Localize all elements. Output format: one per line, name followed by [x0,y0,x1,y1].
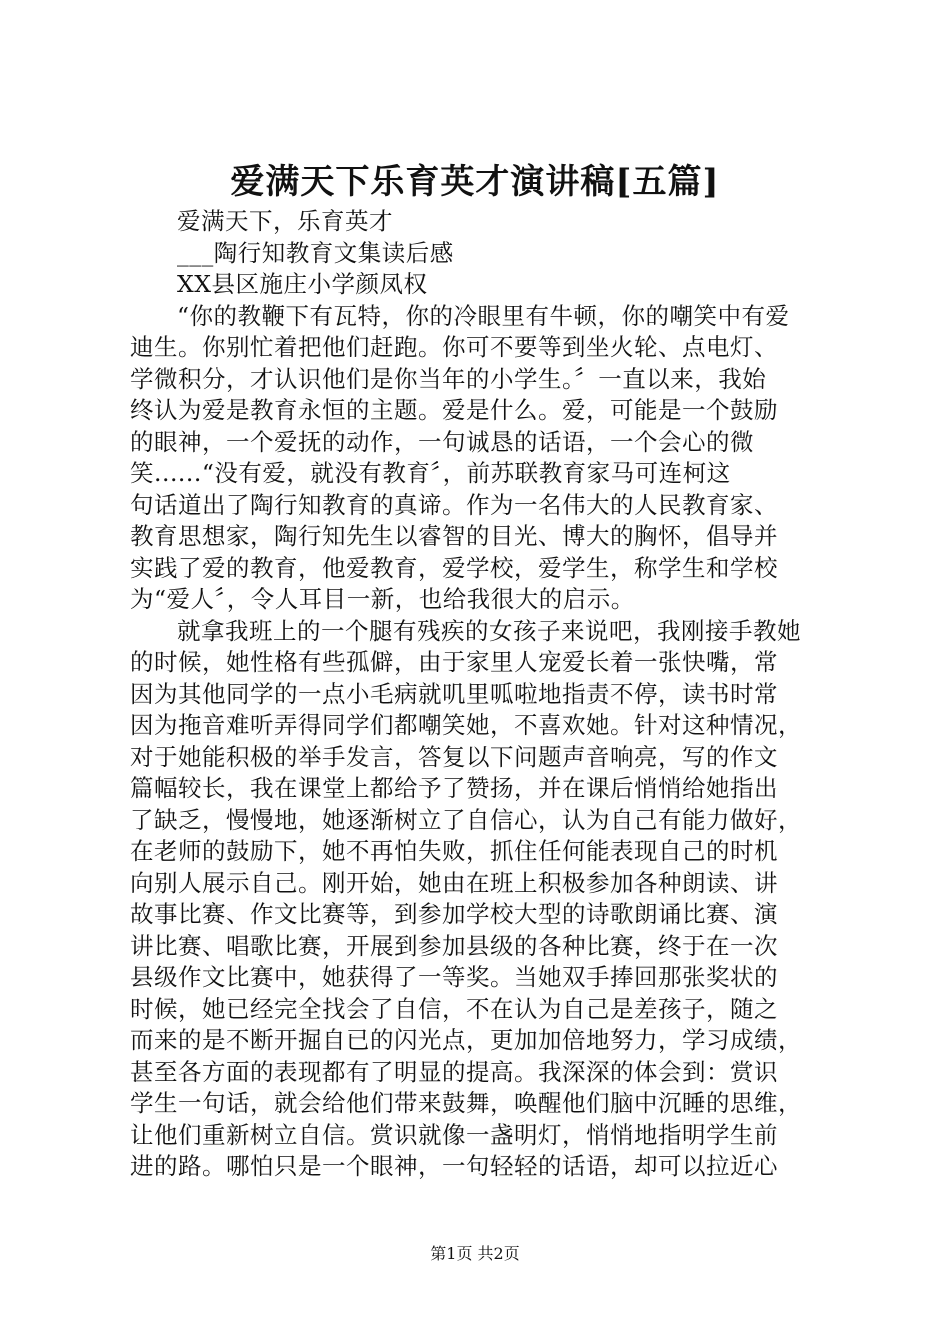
text-line: 就拿我班上的一个腿有残疾的女孩子来说吧，我刚接手教她 [177,616,801,645]
text-line: “你的教鞭下有瓦特，你的冷眼里有牛顿，你的嘲笑中有爱 [177,301,790,330]
text-line: 进的路。哪怕只是一个眼神，一句轻轻的话语，却可以拉近心 [130,1152,778,1180]
text-line: 甚至各方面的表现都有了明显的提高。我深深的体会到：赏识 [130,1057,778,1086]
text-line: 时候，她已经完全找会了自信，不在认为自己是差孩子，随之 [130,994,778,1023]
text-line: 为“爱人〞，令人耳目一新，也给我很大的启示。 [130,585,635,613]
text-line: 迪生。你别忙着把他们赶跑。你可不要等到坐火轮、点电灯、 [130,333,778,361]
text-line: 教育思想家，陶行知先生以睿智的目光、博大的胸怀，倡导并 [130,522,778,550]
paragraph-2 [130,616,830,1183]
text-line: 了缺乏，慢慢地，她逐渐树立了自信心，认为自己有能力做好， [130,805,802,834]
header-line: XX县区施庄小学颜凤权 [177,270,428,298]
header-line: 爱满天下，乐育英才 [177,207,393,235]
text-line: 讲比赛、唱歌比赛，开展到参加县级的各种比赛，终于在一次 [130,931,778,960]
document-body [130,206,830,1183]
text-line: 学生一句话，就会给他们带来鼓舞，唤醒他们脑中沉睡的思维， [130,1089,802,1117]
text-line: 故事比赛、作文比赛等，到参加学校大型的诗歌朗诵比赛、演 [130,900,778,928]
document-title: 爱满天下乐育英才演讲稿[五篇] [230,162,720,202]
text-line: 的眼神，一个爱抚的动作，一句诚恳的话语，一个会心的微 [130,427,754,456]
text-line: 的时候，她性格有些孤僻，由于家里人宠爱长着一张快嘴，常 [130,648,778,676]
page-number: 第1页 共2页 [430,1244,520,1263]
text-line: 篇幅较长，我在课堂上都给予了赞扬，并在课后悄悄给她指出 [130,774,778,802]
text-line: 实践了爱的教育，他爱教育，爱学校，爱学生，称学生和学校 [130,553,778,582]
text-line: 县级作文比赛中，她获得了一等奖。当她双手捧回那张奖状的 [130,963,778,991]
text-line: 句话道出了陶行知教育的真谛。作为一名伟大的人民教育家、 [130,490,778,519]
text-line: 在老师的鼓励下，她不再怕失败，抓住任何能表现自己的时机 [130,837,778,865]
text-line: 而来的是不断开掘自已的闪光点，更加加倍地努力，学习成绩， [130,1026,802,1054]
text-line: 让他们重新树立自信。赏识就像一盏明灯，悄悄地指明学生前 [130,1120,778,1149]
text-line: 向别人展示自己。刚开始，她由在班上积极参加各种朗读、讲 [130,868,778,897]
text-line: 因为其他同学的一点小毛病就叽里呱啦地指责不停，读书时常 [130,679,778,708]
text-line: 因为拖音难听弄得同学们都嘲笑她，不喜欢她。针对这种情况， [130,711,802,739]
text-line: 终认为爱是教育永恒的主题。爱是什么。爱，可能是一个鼓励 [130,396,778,424]
text-line: 对于她能积极的举手发言，答复以下问题声音响亮，写的作文 [130,742,778,771]
text-line: 学微积分，才认识他们是你当年的小学生。〞一直以来，我始 [130,364,767,393]
paragraph-1 [130,301,830,616]
header-line: ___陶行知教育文集读后感 [177,238,454,267]
text-line: 笑......“没有爱，就没有教育〞，前苏联教育家马可连柯这 [130,459,731,487]
